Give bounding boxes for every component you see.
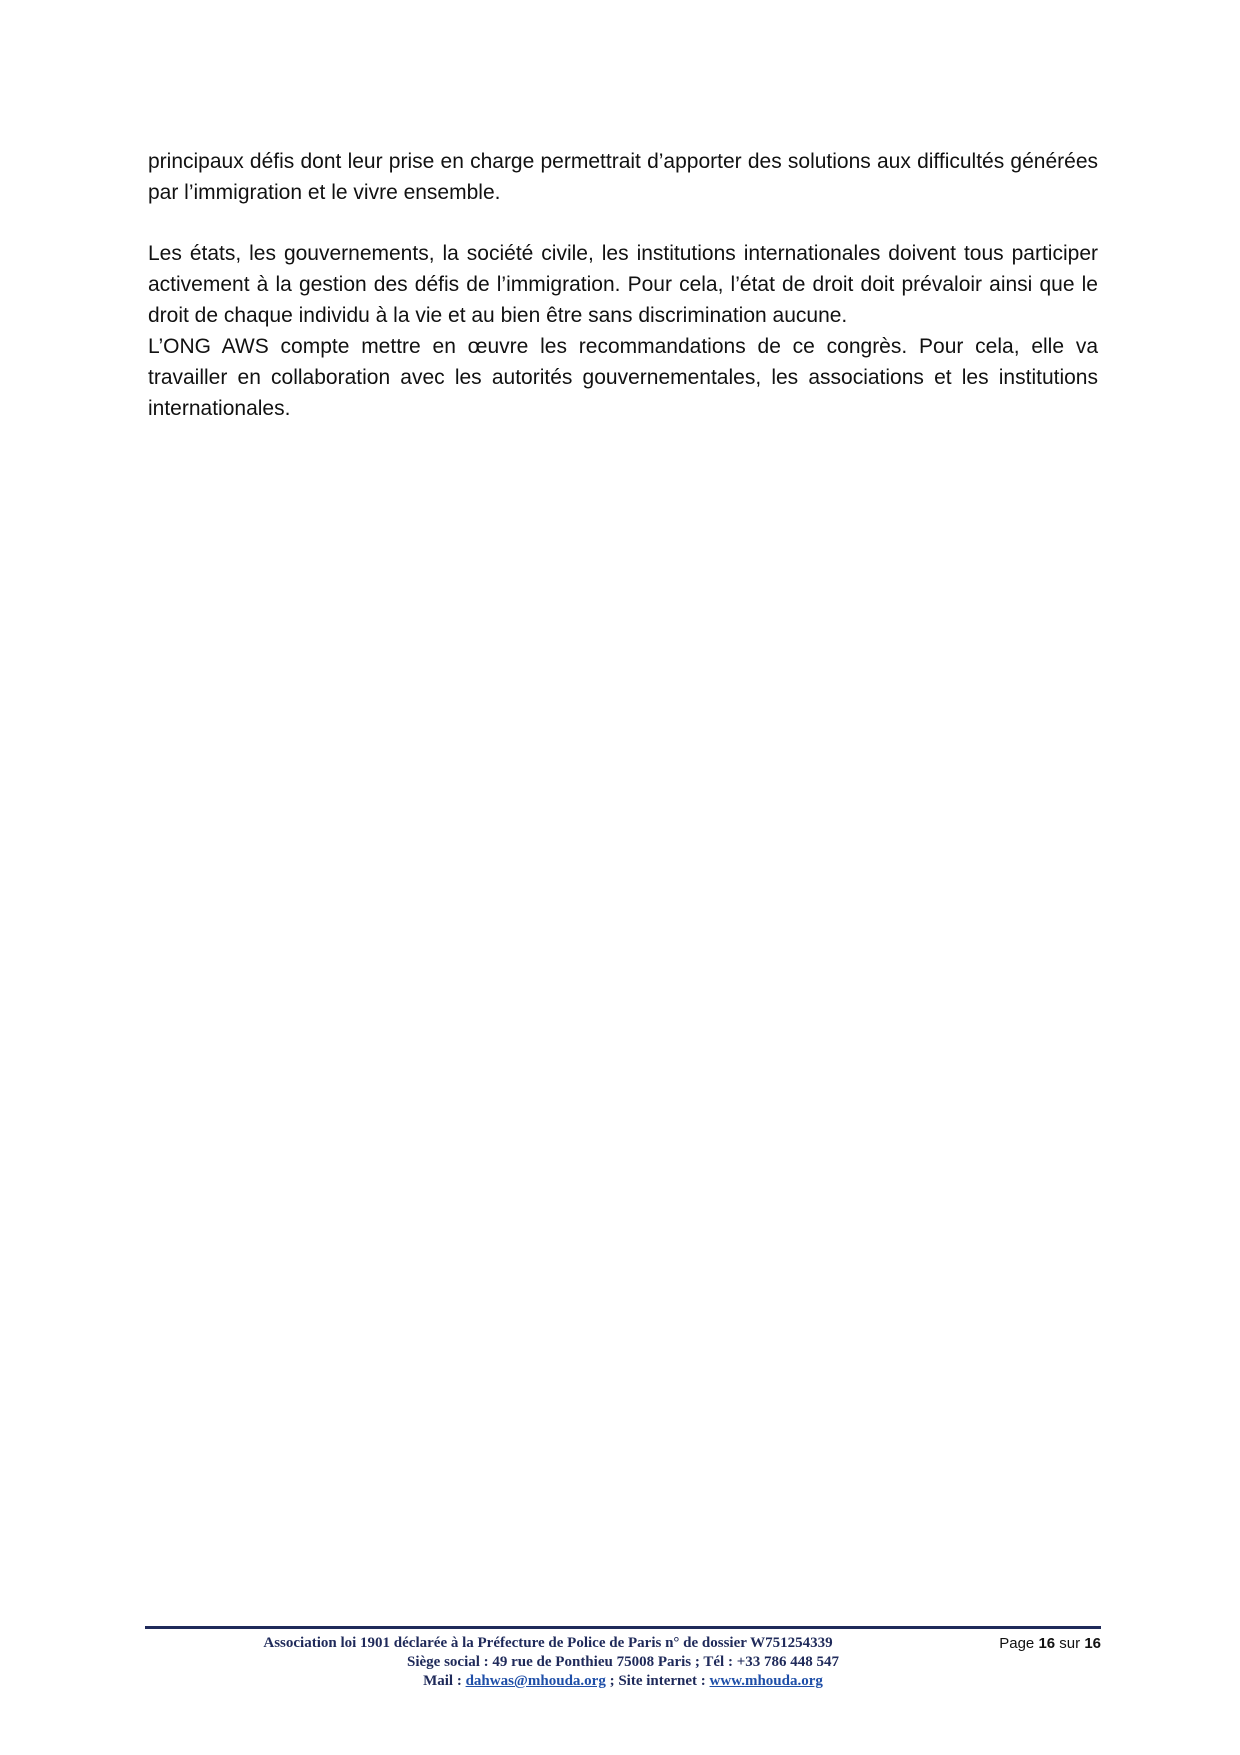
footer-info xyxy=(145,1634,1101,1691)
footer-divider xyxy=(145,1626,1101,1629)
page-label: Page xyxy=(999,1635,1039,1652)
page-current: 16 xyxy=(1038,1635,1056,1652)
page-total: 16 xyxy=(1084,1635,1101,1652)
footer-mail-label: Mail : xyxy=(423,1673,466,1689)
page-footer xyxy=(145,1634,1101,1694)
footer-association-line: Association loi 1901 déclarée à la Préfecture de Police de Paris n° de dossier W751254339 xyxy=(263,1635,833,1651)
paragraph-3: L’ONG AWS compte mettre en œuvre les recommandations de ce congrès. Pour cela, elle va travailler en collaboration avec les autorités gouvernementales, les associations et les institutions internationales. xyxy=(148,335,1098,420)
footer-website-link[interactable]: www.mhouda.org xyxy=(709,1673,823,1689)
footer-site-label: ; Site internet : xyxy=(605,1673,710,1689)
footer-email-link[interactable]: dahwas@mhouda.org xyxy=(465,1673,606,1689)
footer-address-line: Siège social : 49 rue de Ponthieu 75008 Paris ; Tél : +33 786 448 547 xyxy=(407,1654,839,1670)
body-text xyxy=(148,146,1098,424)
paragraph-1: principaux défis dont leur prise en charge permettrait d’apporter des solutions aux difficultés générées par l’immigration et le vivre ensemble. xyxy=(148,150,1098,204)
page-number xyxy=(999,1634,1101,1653)
page-separator: sur xyxy=(1055,1635,1085,1652)
footer-contact-line xyxy=(145,1672,1101,1691)
paragraph-2: Les états, les gouvernements, la société civile, les institutions internationales doivent tous participer activement à la gestion des défis de l’immigration. Pour cela, l’état de droit doit prévaloir ainsi que le droit de chaque individu à la vie et au bien être sans discrimination aucune. xyxy=(148,242,1098,327)
